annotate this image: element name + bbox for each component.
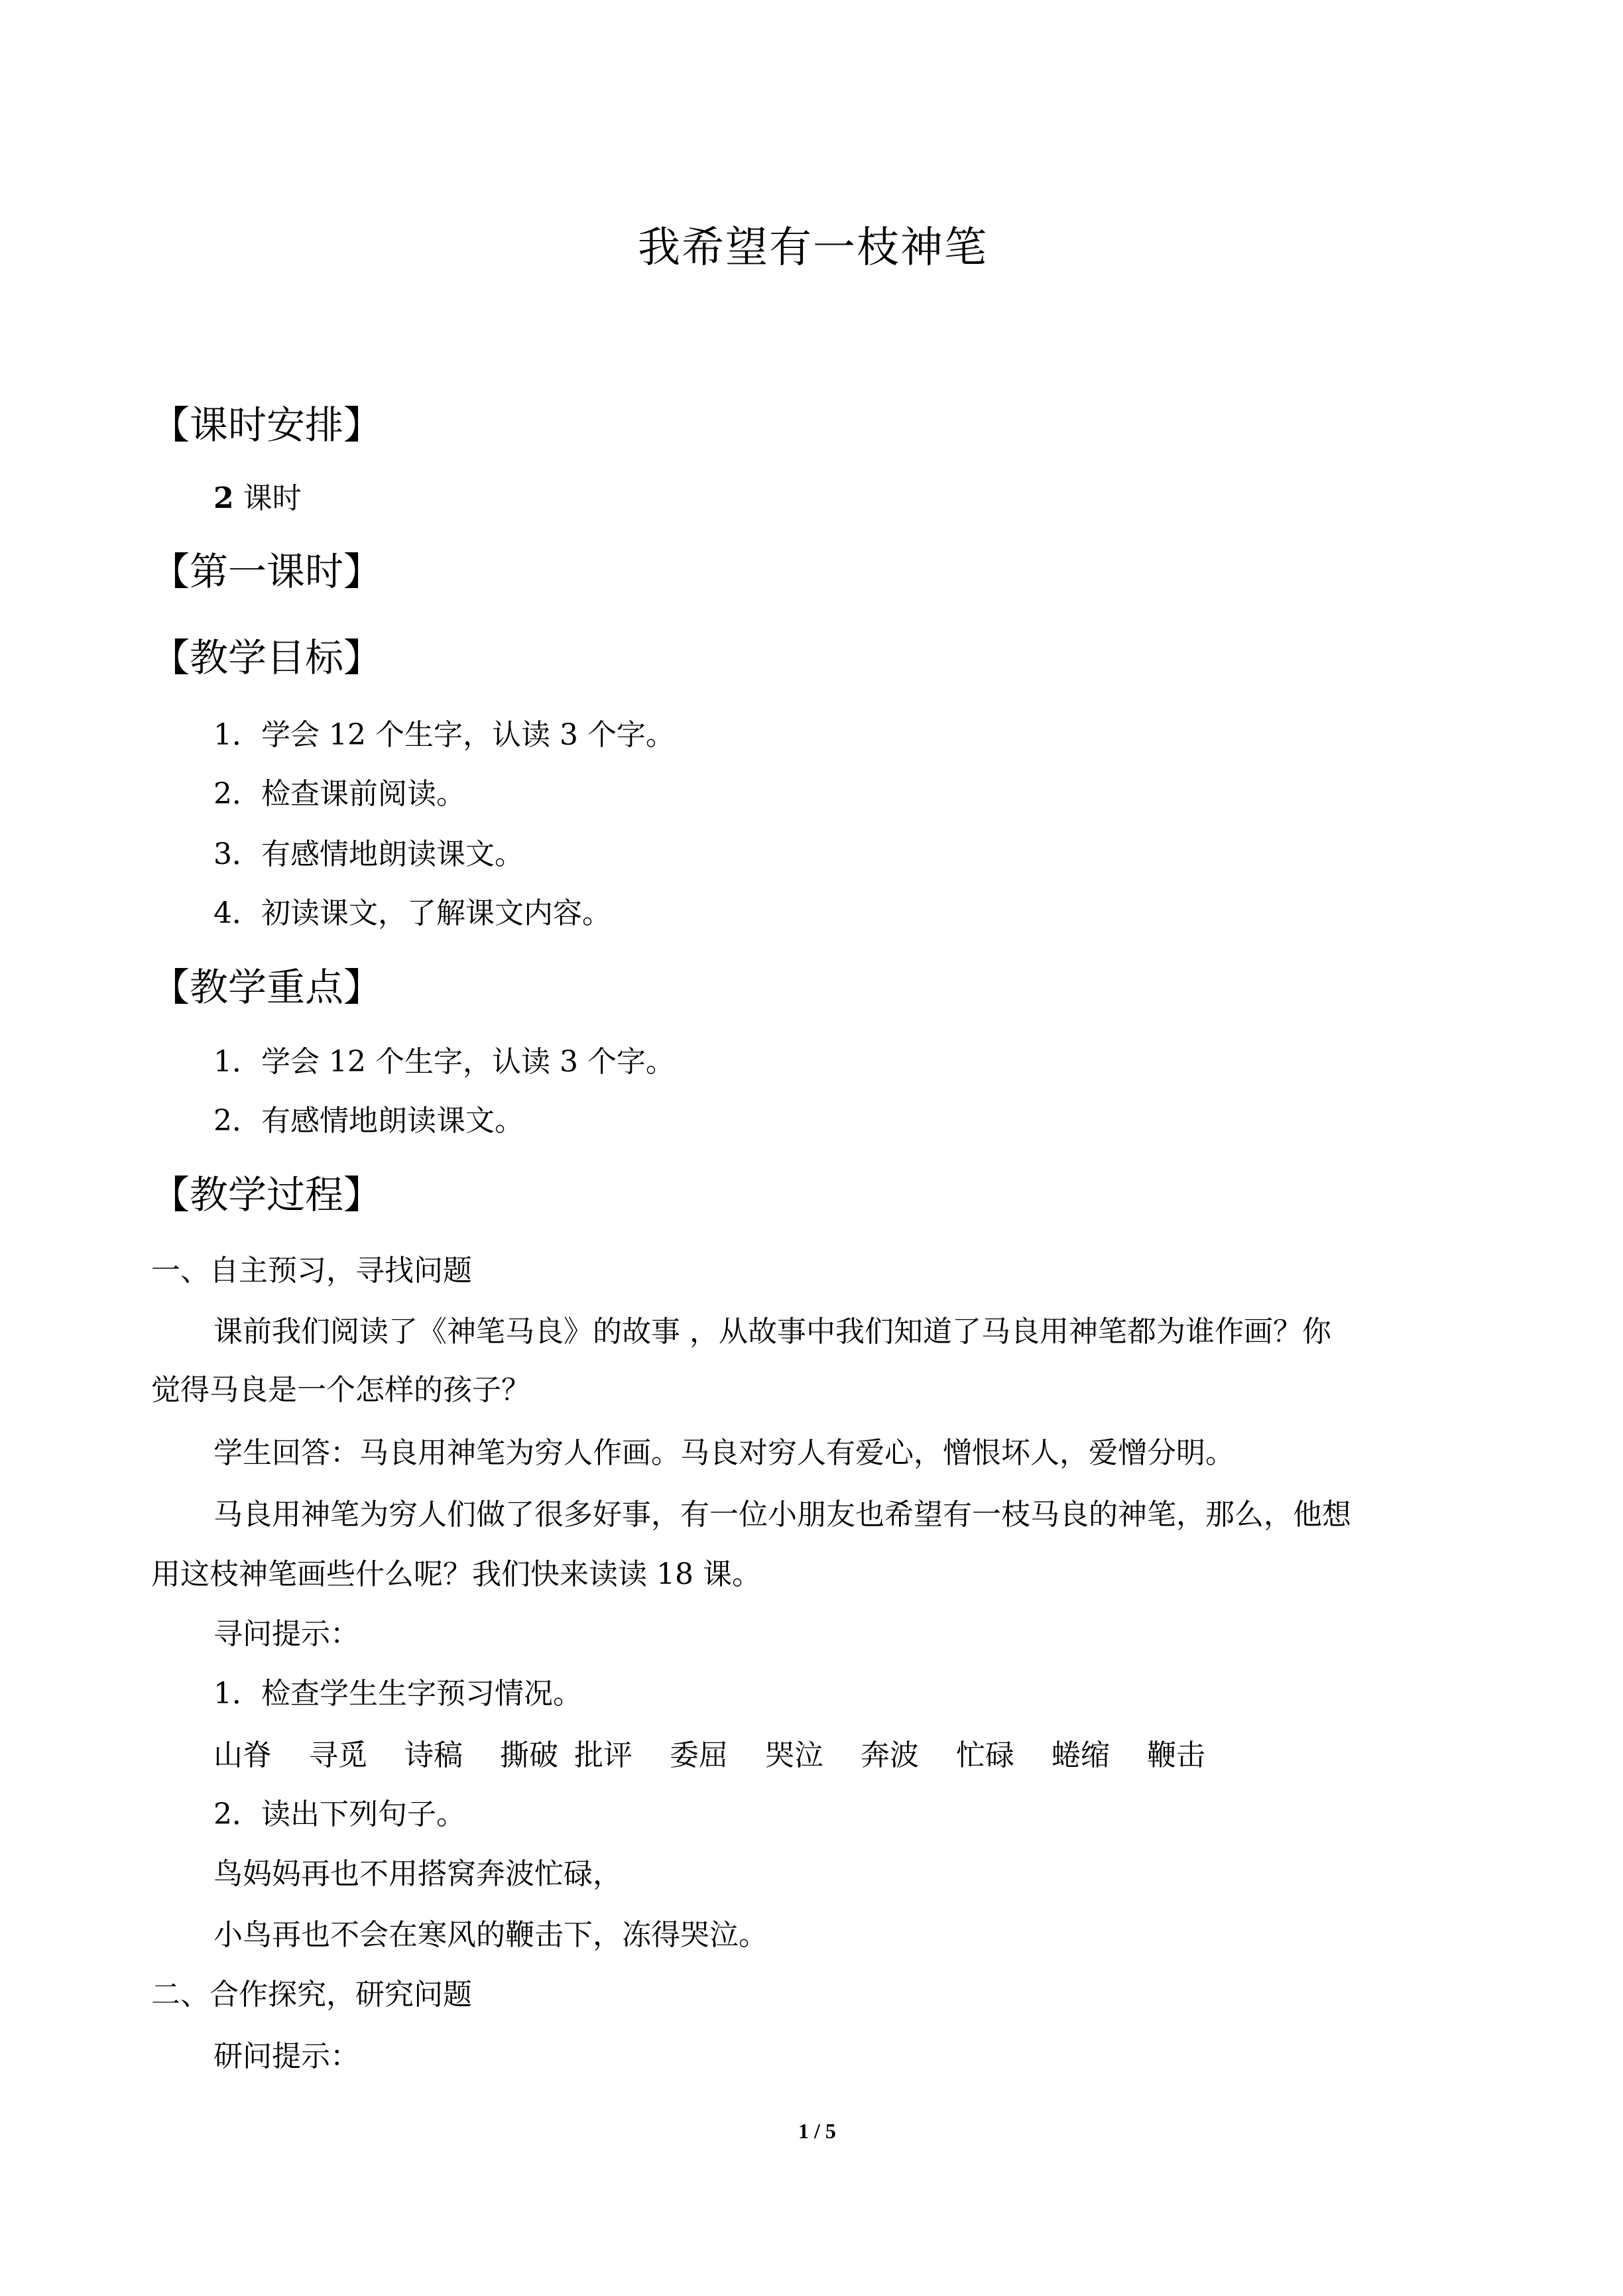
vocab-word: 撕破 xyxy=(500,1738,558,1772)
schedule-value-unit: 课时 xyxy=(243,481,302,515)
goal-item: 4．初读课文，了解课文内容。 xyxy=(213,896,611,930)
vocab-word: 哭泣 xyxy=(765,1738,823,1772)
hint-label: 寻问提示： xyxy=(213,1617,359,1651)
schedule-value xyxy=(213,481,302,515)
example-sentence: 小鸟再也不会在寒风的鞭击下，冻得哭泣。 xyxy=(213,1918,768,1952)
goal-item: 1．学会 12 个生字，认读 3 个字。 xyxy=(213,718,675,752)
example-sentence: 鸟妈妈再也不用搭窝奔波忙碌， xyxy=(213,1857,622,1891)
paragraph-line: 觉得马良是一个怎样的孩子？ xyxy=(151,1373,530,1407)
paragraph-line: 用这枝神笔画些什么呢？我们快来读读 18 课。 xyxy=(151,1557,761,1591)
keypoint-item: 1．学会 12 个生字，认读 3 个字。 xyxy=(213,1045,675,1079)
schedule-heading: 【课时安排】 xyxy=(151,402,383,448)
vocab-word: 诗稿 xyxy=(404,1738,463,1772)
goal-item: 3．有感情地朗读课文。 xyxy=(213,837,524,871)
paragraph-line: 课前我们阅读了《神笔马良》的故事 ，从故事中我们知道了马良用神笔都为谁作画？你 xyxy=(213,1315,1331,1349)
goal-item: 2．检查课前阅读。 xyxy=(213,777,465,811)
page-number: 1 / 5 xyxy=(798,2119,836,2143)
vocab-word: 奔波 xyxy=(861,1738,919,1772)
part1-title: 一、自主预习，寻找问题 xyxy=(151,1254,472,1288)
document-title: 我希望有一枝神笔 xyxy=(638,223,988,272)
hint-label: 研问提示： xyxy=(213,2039,359,2073)
schedule-value-number: 2 xyxy=(213,481,234,515)
vocab-word: 批评 xyxy=(574,1738,632,1772)
vocab-word: 寻觅 xyxy=(309,1738,367,1772)
vocab-word: 蜷缩 xyxy=(1052,1738,1110,1772)
keypoint-item: 2．有感情地朗读课文。 xyxy=(213,1104,524,1138)
first-lesson-heading: 【第一课时】 xyxy=(151,549,383,594)
part2-title: 二、合作探究，研究问题 xyxy=(151,1978,472,2012)
process-heading: 【教学过程】 xyxy=(151,1172,383,1217)
hint-item: 1．检查学生生字预习情况。 xyxy=(213,1677,582,1711)
keypoints-heading: 【教学重点】 xyxy=(151,965,383,1010)
paragraph-line: 马良用神笔为穷人们做了很多好事，有一位小朋友也希望有一枝马良的神笔，那么，他想 xyxy=(213,1498,1351,1532)
vocab-word: 鞭击 xyxy=(1147,1738,1205,1772)
goals-heading: 【教学目标】 xyxy=(151,635,383,680)
vocab-word: 山脊 xyxy=(213,1738,272,1772)
student-answer: 学生回答：马良用神笔为穷人作画。马良对穷人有爱心，憎恨坏人，爱憎分明。 xyxy=(213,1436,1234,1470)
vocabulary-list xyxy=(213,1738,1205,1772)
hint-item: 2．读出下列句子。 xyxy=(213,1797,465,1831)
vocab-word: 委屈 xyxy=(670,1738,728,1772)
vocab-word: 忙碌 xyxy=(956,1738,1014,1772)
